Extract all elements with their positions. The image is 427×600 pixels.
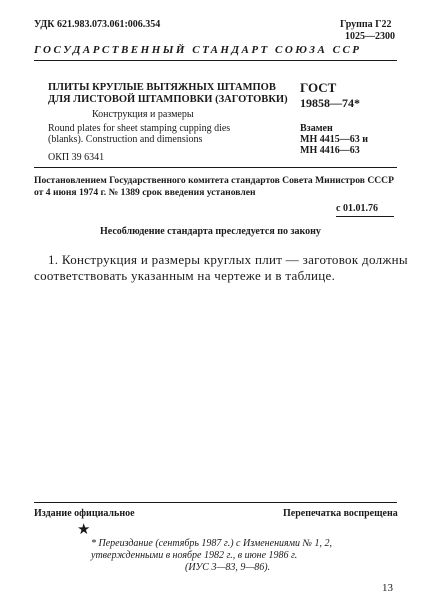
star-mark: ★ (77, 522, 91, 538)
decree-line-1: Постановлением Государственного комитета стандартов Совета Министров СССР (34, 175, 394, 186)
okp-code: ОКП 39 6341 (48, 152, 105, 163)
okp-rule (34, 167, 397, 168)
reissue-note-line-1: * Переиздание (сентябрь 1987 г.) с Изменениями № 1, 2, (91, 538, 332, 549)
page-number: 13 (382, 582, 393, 594)
title-subtitle: Конструкция и размеры (92, 109, 194, 120)
reprint-prohibited-label: Перепечатка воспрещена (283, 508, 398, 519)
effective-date-underline (336, 216, 394, 217)
group-label: Группа Г22 (340, 19, 392, 30)
official-edition-label: Издание официальное (34, 508, 135, 519)
classification-code: 1025—2300 (345, 31, 395, 42)
reissue-note-line-2: утвержденными в ноябре 1982 г., в июне 1986 г. (91, 550, 298, 561)
replaces-line-1: МН 4415—63 и (300, 134, 368, 145)
footer-rule (34, 502, 397, 503)
title-line-2: ДЛЯ ЛИСТОВОЙ ШТАМПОВКИ (ЗАГОТОВКИ) (48, 94, 288, 105)
effective-date: с 01.01.76 (336, 203, 378, 214)
decree-line-2: от 4 июня 1974 г. № 1389 срок введения установлен (34, 187, 256, 198)
header-rule (34, 60, 397, 61)
replaces-label: Взамен (300, 123, 333, 134)
gost-label: ГОСТ (300, 80, 337, 95)
legal-warning: Несоблюдение стандарта преследуется по закону (100, 226, 321, 237)
replaces-line-2: МН 4416—63 (300, 145, 360, 156)
title-english-line-2: (blanks). Construction and dimensions (48, 134, 203, 145)
body-paragraph-line-2: соответствовать указанным на чертеже и в таблице. (34, 268, 336, 283)
gost-number: 19858—74* (300, 96, 360, 110)
state-standard-banner: ГОСУДАРСТВЕННЫЙ СТАНДАРТ СОЮЗА ССР (34, 44, 362, 56)
body-paragraph-line-1: 1. Конструкция и размеры круглых плит — заготовок должны (48, 252, 408, 267)
title-line-1: ПЛИТЫ КРУГЛЫЕ ВЫТЯЖНЫХ ШТАМПОВ (48, 82, 276, 93)
udk-code: УДК 621.983.073.061:006.354 (34, 19, 161, 30)
title-english-line-1: Round plates for sheet stamping cupping dies (48, 123, 231, 134)
reissue-note-line-3: (ИУС 3—83, 9—86). (185, 562, 271, 573)
